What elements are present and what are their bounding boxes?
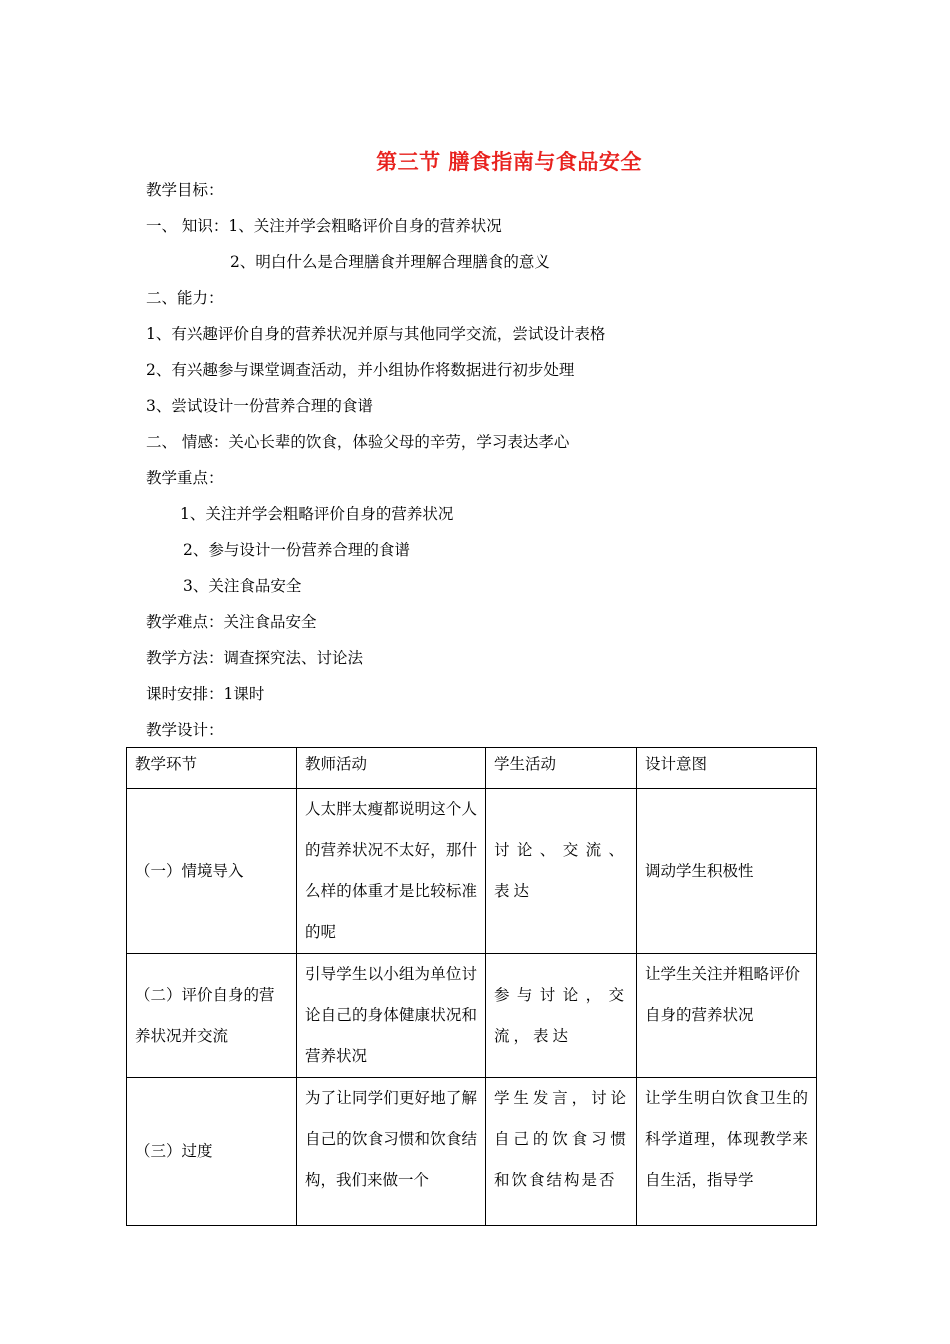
cell-teacher: 人太胖太瘦都说明这个人的营养状况不太好，那什么样的体重才是比较标准的呢 (297, 789, 486, 954)
cell-intent: 调动学生积极性 (637, 789, 817, 954)
cell-intent: 让学生明白饮食卫生的科学道理，体现教学来自生活，指导学 (637, 1078, 817, 1226)
goal-ability-3: 3、尝试设计一份营养合理的食谱 (146, 397, 373, 415)
goal-emotion: 二、 情感：关心长辈的饮食，体验父母的辛劳，学习表达孝心 (146, 433, 570, 451)
header-stage: 教学环节 (127, 748, 297, 789)
goal-ability-2: 2、有兴趣参与课堂调查活动，并小组协作将数据进行初步处理 (146, 361, 575, 379)
cell-student: 学生发言，讨论自己的饮食习惯和饮食结构是否 (486, 1078, 637, 1226)
table-row (127, 954, 817, 1078)
cell-stage: （三）过度 (127, 1078, 297, 1226)
difficulty: 教学难点：关注食品安全 (146, 613, 317, 631)
table-row (127, 1078, 817, 1226)
header-student-activity: 学生活动 (486, 748, 637, 789)
class-schedule: 课时安排：1课时 (146, 685, 265, 703)
cell-teacher: 引导学生以小组为单位讨论自己的身体健康状况和营养状况 (297, 954, 486, 1078)
cell-intent: 让学生关注并粗略评价自身的营养状况 (637, 954, 817, 1078)
cell-student: 参与讨论，交流，表达 (486, 954, 637, 1078)
cell-stage: （一）情境导入 (127, 789, 297, 954)
goal-ability-1: 1、有兴趣评价自身的营养状况并原与其他同学交流，尝试设计表格 (146, 325, 606, 343)
goal-knowledge-1: 一、 知识：1、关注并学会粗略评价自身的营养状况 (146, 217, 502, 235)
table-row (127, 789, 817, 954)
goals-label: 教学目标： (146, 181, 224, 199)
cell-student: 讨论、交流、表达 (486, 789, 637, 954)
page-title: 第三节 膳食指南与食品安全 (376, 149, 642, 174)
design-label: 教学设计： (146, 721, 224, 739)
key-points-label: 教学重点： (146, 469, 224, 487)
key-point-3: 3、关注食品安全 (183, 577, 302, 595)
cell-stage: （二）评价自身的营养状况并交流 (127, 954, 297, 1078)
header-design-intent: 设计意图 (637, 748, 817, 789)
teaching-design-table (126, 747, 817, 1226)
cell-teacher: 为了让同学们更好地了解自己的饮食习惯和饮食结构，我们来做一个 (297, 1078, 486, 1226)
goal-ability-label: 二、能力： (146, 289, 224, 307)
header-teacher-activity: 教师活动 (297, 748, 486, 789)
key-point-2: 2、参与设计一份营养合理的食谱 (183, 541, 410, 559)
teaching-method: 教学方法：调查探究法、讨论法 (146, 649, 364, 667)
goal-knowledge-2: 2、明白什么是合理膳食并理解合理膳食的意义 (230, 253, 550, 271)
key-point-1: 1、关注并学会粗略评价自身的营养状况 (180, 505, 454, 523)
table-header-row (127, 748, 817, 789)
